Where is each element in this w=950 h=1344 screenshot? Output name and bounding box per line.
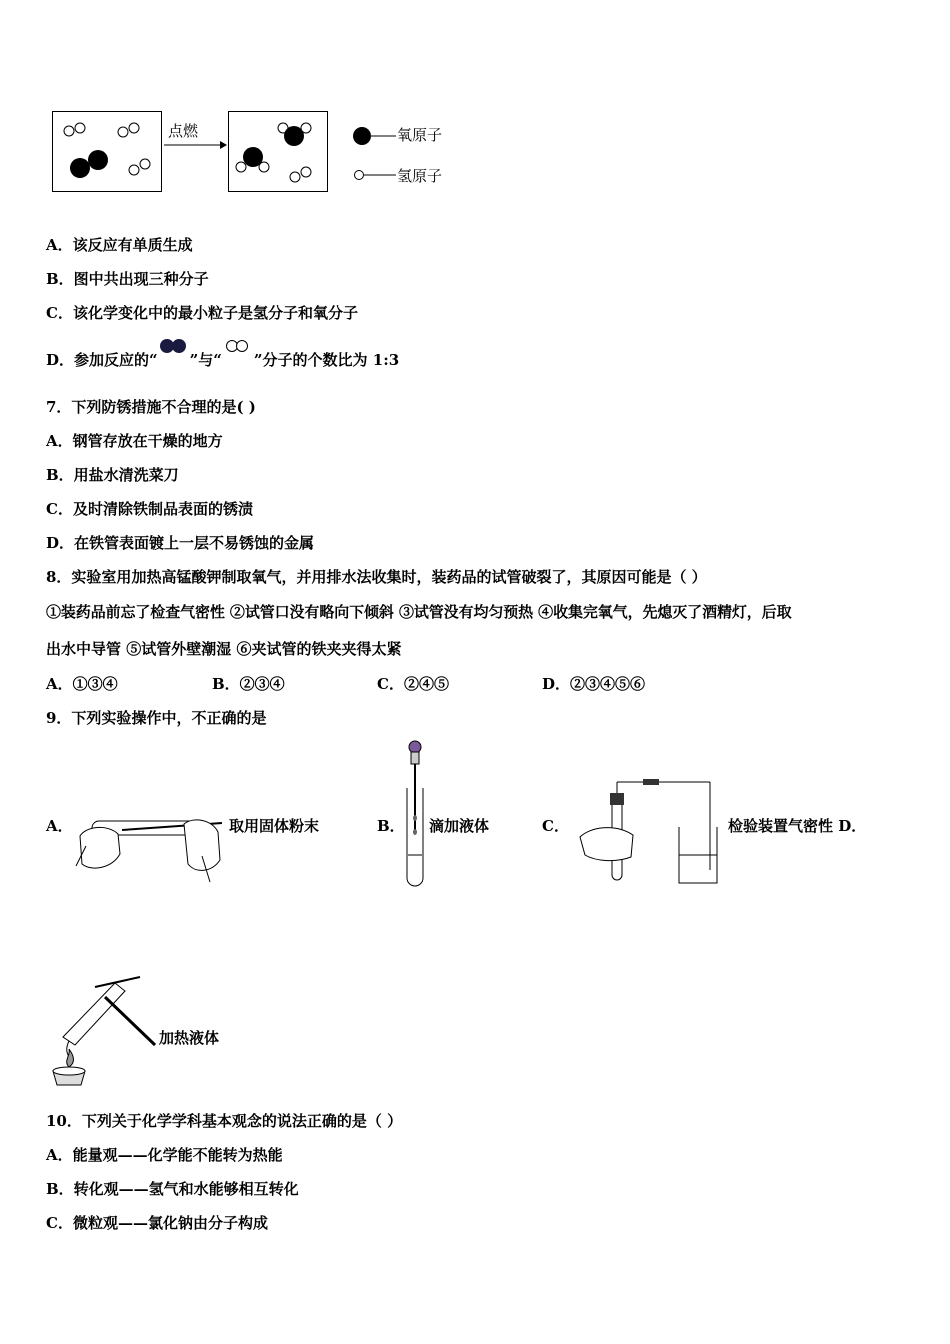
q10-option-c: C．微粒观——氯化钠由分子构成 <box>46 1214 268 1232</box>
hydrogen-molecule-icon <box>222 350 254 370</box>
q9-c-caption: 检验装置气密性 D． <box>728 817 867 835</box>
arrow-label: 点燃 <box>168 122 199 140</box>
q7-option-b: B．用盐水清洗菜刀 <box>46 466 179 484</box>
reaction-arrow <box>164 140 228 150</box>
q8-option-c: C．②④⑤ <box>377 675 449 693</box>
q6-d-middle: ”与“ <box>189 351 222 369</box>
q8-items-line2: 出水中导管 ⑤试管外壁潮湿 ⑥夹试管的铁夹夹得太紧 <box>46 640 402 658</box>
q6-option-c: C．该化学变化中的最小粒子是氢分子和氧分子 <box>46 304 358 322</box>
q9-d-caption: 加热液体 <box>159 1029 220 1047</box>
q8-option-b: B．②③④ <box>212 675 285 693</box>
q7-option-a: A．钢管存放在干燥的地方 <box>46 432 223 450</box>
airtightness-check-illustration <box>575 775 725 887</box>
q8-option-d: D．②③④⑤⑥ <box>542 675 646 693</box>
q9-c-letter: C． <box>542 817 569 835</box>
legend-hydrogen: 氢原子 <box>397 167 443 185</box>
solid-powder-illustration <box>72 806 227 886</box>
q10-option-a: A．能量观——化学能不能转为热能 <box>46 1146 283 1164</box>
q8-items-line1: ①装药品前忘了检查气密性 ②试管口没有略向下倾斜 ③试管没有均匀预热 ④收集完氧气，先熄灭了酒精灯，后取 <box>46 603 792 621</box>
product-molecules <box>228 111 328 191</box>
q6-option-b: B．图中共出现三种分子 <box>46 270 209 288</box>
q7-option-d: D．在铁管表面镀上一层不易锈蚀的金属 <box>46 534 315 552</box>
q6-option-a: A．该反应有单质生成 <box>46 236 193 254</box>
q9-b-letter: B． <box>377 817 405 835</box>
q8-stem: 8．实验室用加热高锰酸钾制取氧气，并用排水法收集时，装药品的试管破裂了，其原因可能是（ ） <box>46 568 707 586</box>
reactant-molecules <box>52 111 162 191</box>
q8-option-a: A．①③④ <box>46 675 118 693</box>
q9-b-caption: 滴加液体 <box>429 817 490 835</box>
q6-d-suffix: ”分子的个数比为 1:3 <box>253 351 400 369</box>
q7-stem: 7．下列防锈措施不合理的是( ) <box>46 398 256 416</box>
oxygen-atom-legend-icon <box>352 125 402 147</box>
oxygen-molecule-icon <box>158 350 190 370</box>
q9-stem: 9．下列实验操作中，不正确的是 <box>46 709 267 727</box>
legend-oxygen: 氧原子 <box>397 126 443 144</box>
q6-d-prefix: D．参加反应的“ <box>46 351 158 369</box>
q10-option-b: B．转化观——氢气和水能够相互转化 <box>46 1180 299 1198</box>
q7-option-c: C．及时清除铁制品表面的锈渍 <box>46 500 253 518</box>
heating-liquid-illustration <box>45 975 157 1087</box>
q9-a-caption: 取用固体粉末 <box>229 817 320 835</box>
dropper-test-tube-illustration <box>400 740 430 890</box>
q10-stem: 10．下列关于化学学科基本观念的说法正确的是（ ） <box>46 1112 403 1130</box>
q9-a-letter: A． <box>46 817 73 835</box>
q6-option-d <box>46 350 399 370</box>
